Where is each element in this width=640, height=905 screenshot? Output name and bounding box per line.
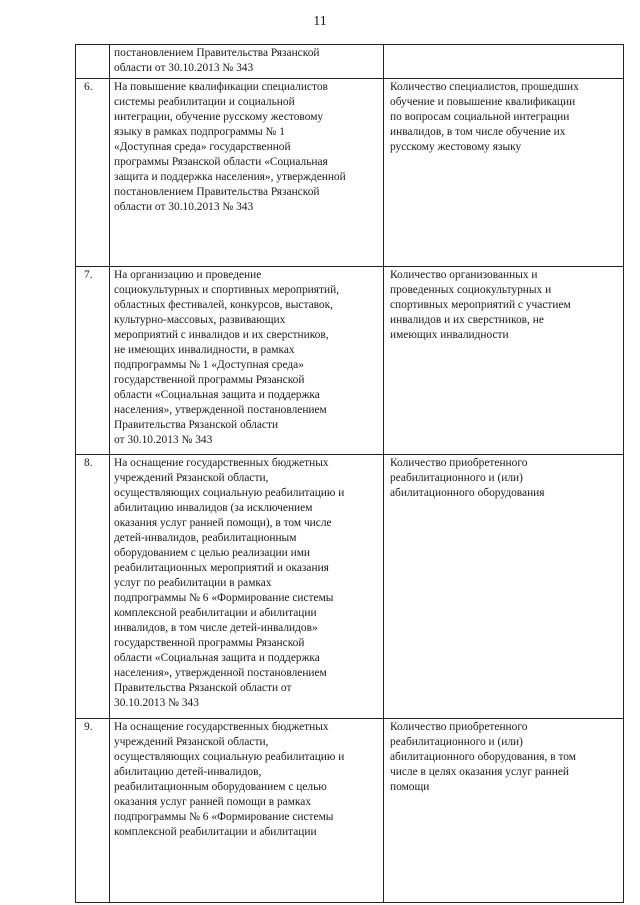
activity-line: Правительства Рязанской области от [114,682,292,694]
activity-line: услуг по реабилитации в рамках [114,577,272,589]
activity-line: учреждений Рязанской области, [114,736,269,748]
activity-line: Правительства Рязанской области [114,419,279,431]
activity-line: программы Рязанской области «Социальная [114,156,328,168]
indicator-cell [384,719,624,903]
activity-line: подпрограммы № 6 «Формирование системы [114,592,334,604]
indicator-cell [384,79,624,267]
page-number: 11 [313,14,327,29]
activity-line: области от 30.10.2013 № 343 [114,62,254,74]
activity-line: языку в рамках подпрограммы № 1 [114,126,285,138]
activity-line: мероприятий с инвалидов и их сверстников, [114,329,329,341]
indicator-line: спортивных мероприятий с участием [390,299,571,311]
row-number: 6. [76,79,110,267]
indicator-line: числе в целях оказания услуг ранней [390,766,570,778]
table-row [76,79,624,267]
activity-line: комплексной реабилитации и абилитации [114,826,317,838]
indicator-line: по вопросам социальной интеграции [390,111,570,123]
row-number: 7. [76,267,110,455]
activity-line: государственной программы Рязанской [114,374,305,386]
row-number: 9. [76,719,110,903]
activity-line: На оснащение государственных бюджетных [114,721,329,733]
table-row [76,267,624,455]
activity-line: подпрограммы № 6 «Формирование системы [114,811,334,823]
activity-line: не имеющих инвалидности, в рамках [114,344,295,356]
activity-line: комплексной реабилитации и абилитации [114,607,317,619]
activity-cell [110,45,384,79]
activity-line: области «Социальная защита и поддержка [114,652,320,664]
indicator-line: реабилитационного и (или) [390,736,523,748]
activity-line: осуществляющих социальную реабилитацию и [114,751,345,763]
activity-line: населения», утвержденной постановлением [114,667,327,679]
activity-line: государственной программы Рязанской [114,637,305,649]
activity-cell [110,719,384,903]
indicator-line: абилитационного оборудования, в том [390,751,576,763]
table-row [76,45,624,79]
activity-line: На оснащение государственных бюджетных [114,457,329,469]
indicator-cell [384,267,624,455]
activity-line: постановлением Правительства Рязанской [114,47,320,59]
activity-cell [110,267,384,455]
indicator-line: имеющих инвалидности [390,329,509,341]
indicator-line: инвалидов и их сверстников, не [390,314,544,326]
activity-line: защита и поддержка населения», утвержденной [114,171,346,183]
indicator-line: Количество специалистов, прошедших [390,81,579,93]
activity-line: На повышение квалификации специалистов [114,81,328,93]
activity-line: реабилитационных мероприятий и оказания [114,562,329,574]
indicator-line: Количество приобретенного [390,457,528,469]
activity-line: области «Социальная защита и поддержка [114,389,320,401]
activity-line: подпрограммы № 1 «Доступная среда» [114,359,304,371]
row-number: 8. [76,455,110,719]
activity-line: детей-инвалидов, реабилитационным [114,532,297,544]
indicator-line: инвалидов, в том числе обучение их [390,126,566,138]
activity-cell [110,79,384,267]
activity-line: системы реабилитации и социальной [114,96,295,108]
activity-line: «Доступная среда» государственной [114,141,291,153]
activity-line: областных фестивалей, конкурсов, выставок, [114,299,334,311]
activity-line: интеграции, обучение русскому жестовому [114,111,324,123]
table-row [76,455,624,719]
activity-line: населения», утвержденной постановлением [114,404,327,416]
activity-line: оказания услуг ранней помощи в рамках [114,796,312,808]
activity-cell [110,455,384,719]
activity-line: абилитацию инвалидов (за исключением [114,502,313,514]
activity-line: учреждений Рязанской области, [114,472,269,484]
activity-line: культурно-массовых, развивающих [114,314,286,326]
activity-line: постановлением Правительства Рязанской [114,186,320,198]
activity-line: 30.10.2013 № 343 [114,697,199,709]
indicator-line: абилитационного оборудования [390,487,545,499]
indicator-line: помощи [390,781,430,793]
indicator-line: проведенных социокультурных и [390,284,552,296]
indicator-line: реабилитационного и (или) [390,472,523,484]
indicator-cell [384,455,624,719]
activity-line: оборудованием с целью реализации ими [114,547,310,559]
measures-table [75,44,624,903]
activity-line: осуществляющих социальную реабилитацию и [114,487,345,499]
indicator-line: русскому жестовому языку [390,141,522,153]
indicator-line: Количество приобретенного [390,721,528,733]
activity-line: социокультурных и спортивных мероприятий, [114,284,340,296]
activity-line: абилитацию детей-инвалидов, [114,766,262,778]
activity-line: области от 30.10.2013 № 343 [114,201,254,213]
indicator-line: Количество организованных и [390,269,538,281]
activity-line: инвалидов, в том числе детей-инвалидов» [114,622,318,634]
activity-line: оказания услуг ранней помощи), в том числе [114,517,332,529]
activity-line: от 30.10.2013 № 343 [114,434,213,446]
activity-line: На организацию и проведение [114,269,262,281]
indicator-cell [384,45,624,79]
table-row [76,719,624,903]
indicator-line: обучение и повышение квалификации [390,96,576,108]
activity-line: реабилитационным оборудованием с целью [114,781,327,793]
row-number [76,45,110,79]
